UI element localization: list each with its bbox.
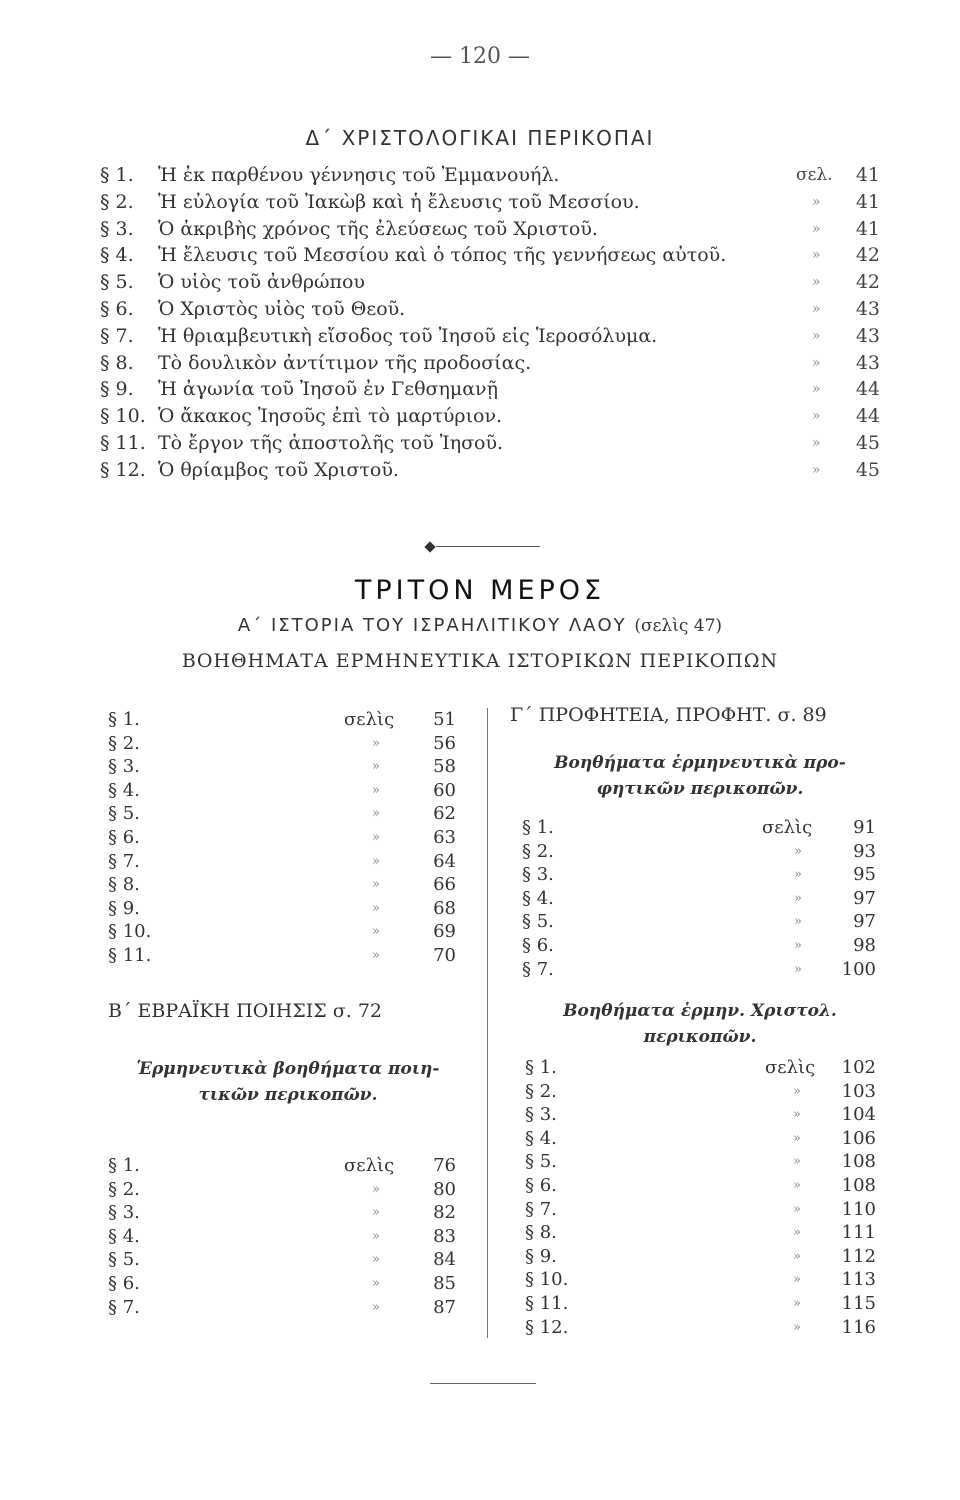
section-mark: § 1.	[100, 164, 134, 186]
section-mark: § 9.	[525, 1245, 557, 1267]
page-number-ref: 91	[853, 817, 876, 838]
section-mark: § 5.	[525, 1151, 557, 1173]
list-item	[525, 1103, 876, 1127]
list-item	[108, 897, 456, 921]
page-prefix: σελὶς	[762, 817, 813, 838]
list-item	[108, 850, 456, 874]
page-number-ref: 60	[433, 779, 456, 801]
page-prefix: σελὶς	[765, 1057, 816, 1078]
section-mark: § 5.	[108, 803, 140, 825]
page-prefix: »	[372, 782, 380, 798]
list-item	[525, 1150, 876, 1174]
page-prefix: »	[812, 461, 821, 478]
toc-entry-text: Ὁ θρίαμβος τοῦ Χριστοῦ.	[158, 458, 399, 481]
page-number-ref: 82	[433, 1202, 456, 1224]
page-number-ref: 100	[841, 958, 876, 980]
list-item	[108, 873, 456, 897]
page-prefix: »	[372, 759, 380, 775]
section-mark: § 9.	[100, 378, 134, 401]
section-mark: § 7.	[525, 1198, 557, 1220]
section-mark: § 2.	[108, 1178, 140, 1200]
prophecy-aids-line1: Βοηθήματα ἑρμηνευτικὰ προ-	[554, 753, 846, 773]
section-mark: § 6.	[108, 826, 140, 848]
section-mark: § 11.	[100, 431, 146, 454]
section-mark: § 2.	[108, 732, 140, 754]
page-number-ref: 112	[841, 1245, 876, 1267]
page-prefix: σελὶς	[344, 709, 395, 730]
section-mark: § 6.	[525, 1174, 557, 1196]
list-item	[108, 779, 456, 803]
toc-entry-text: Ἡ θριαμβευτικὴ εἴσοδος τοῦ Ἰησοῦ εἰς Ἱεροσόλυμα.	[158, 324, 658, 347]
toc-entry-text: Ἡ ἀγωνία τοῦ Ἰησοῦ ἐν Γεθσημανῇ	[158, 378, 498, 401]
list-item	[108, 1225, 456, 1249]
page-prefix: »	[812, 247, 821, 264]
page-number-ref: 42	[855, 244, 880, 267]
section-mark: § 11.	[525, 1292, 569, 1314]
poetry-heading: Β΄ ΕΒΡΑΪΚΗ ΠΟΙΗΣΙΣ σ. 72	[108, 1000, 383, 1022]
toc-entry	[100, 216, 880, 243]
section-mark: § 6.	[100, 297, 134, 320]
page-prefix: »	[812, 434, 821, 451]
page-number-ref: 62	[433, 803, 456, 825]
page-prefix: »	[793, 1248, 801, 1264]
page-number-ref: 41	[855, 190, 880, 213]
section-mark: § 9.	[108, 897, 140, 919]
list-item	[522, 887, 876, 911]
page-prefix: »	[794, 867, 802, 883]
prophecy-pages-list	[522, 816, 876, 981]
list-item	[108, 755, 456, 779]
list-item	[108, 944, 456, 968]
page-number-ref: 76	[433, 1155, 456, 1176]
page-number-ref: 43	[855, 351, 880, 374]
page-prefix: »	[372, 900, 380, 916]
part-subtitle	[0, 615, 960, 636]
toc-entry-text: Ἡ ἐκ παρθένου γέννησις τοῦ Ἐμμανουήλ.	[158, 164, 560, 186]
poetry-aids-title	[108, 1056, 468, 1108]
page-number-ref: 58	[433, 756, 456, 778]
page-number-ref: 42	[855, 271, 880, 294]
section-mark: § 2.	[525, 1080, 557, 1102]
page-prefix: »	[372, 1252, 380, 1268]
part-title: ΤΡΙΤΟΝ ΜΕΡΟΣ	[354, 575, 606, 606]
page-number-ref: 97	[853, 887, 876, 909]
page-prefix: »	[794, 890, 802, 906]
list-item	[522, 934, 876, 958]
section-mark: § 2.	[522, 840, 554, 862]
toc-entry-text: Ὁ ἄκακος Ἰησοῦς ἐπὶ τὸ μαρτύριον.	[158, 405, 503, 428]
prophecy-aids-title	[510, 750, 890, 802]
section-mark: § 8.	[525, 1222, 557, 1244]
section-mark: § 11.	[108, 944, 152, 966]
page-number-ref: 110	[841, 1198, 876, 1220]
section-mark: § 10.	[100, 405, 146, 428]
toc-entry	[100, 296, 880, 323]
list-item	[525, 1245, 876, 1269]
historical-aids-heading: ΒΟΗΘΗΜΑΤΑ ΕΡΜΗΝΕΥΤΙΚΑ ΙΣΤΟΡΙΚΩΝ ΠΕΡΙΚΟΠΩΝ	[181, 650, 779, 672]
prophecy-heading: Γ΄ ΠΡΟΦΗΤΕΙΑ, ΠΡΟΦΗΤ. σ. 89	[510, 704, 827, 726]
toc-entry-text: Ἡ ἔλευσις τοῦ Μεσσίου καὶ ὁ τόπος τῆς γεννήσεως αὐτοῦ.	[158, 244, 727, 267]
page-number-ref: 108	[841, 1174, 876, 1196]
poetry-pages-list	[108, 1154, 456, 1319]
toc-entry-text: Ὁ ἀκριβὴς χρόνος τῆς ἐλεύσεως τοῦ Χριστοῦ.	[158, 217, 598, 240]
section-mark: § 2.	[100, 190, 134, 213]
section-mark: § 4.	[522, 887, 554, 909]
section-mark: § 6.	[522, 934, 554, 956]
section-mark: § 3.	[525, 1104, 557, 1126]
page-prefix: »	[793, 1319, 801, 1335]
list-item	[108, 826, 456, 850]
section-mark: § 7.	[108, 850, 140, 872]
page-number-ref: 44	[855, 378, 880, 401]
section-mark: § 3.	[522, 864, 554, 886]
list-item	[108, 802, 456, 826]
section-mark: § 5.	[100, 271, 134, 294]
page-prefix: »	[372, 877, 380, 893]
fleuron-ornament	[424, 541, 435, 552]
page-prefix: »	[372, 735, 380, 751]
page-number-ref: 113	[841, 1269, 876, 1291]
section-mark: § 8.	[100, 351, 134, 374]
section-mark: § 12.	[525, 1316, 569, 1338]
list-item	[525, 1174, 876, 1198]
page-prefix: σελ.	[796, 165, 833, 185]
section-mark: § 7.	[108, 1296, 140, 1318]
section-mark: § 4.	[108, 1225, 140, 1247]
list-item	[522, 910, 876, 934]
page-number-ref: 63	[433, 826, 456, 848]
page-number: — 120 —	[430, 44, 530, 69]
page-prefix: »	[372, 1228, 380, 1244]
page-prefix: »	[812, 381, 821, 398]
page-prefix: σελὶς	[344, 1155, 395, 1176]
page-number-ref: 69	[433, 921, 456, 943]
bottom-divider	[430, 1383, 536, 1384]
toc-entry	[100, 162, 880, 189]
page-number-ref: 93	[853, 840, 876, 862]
section-mark: § 7.	[522, 958, 554, 980]
poetry-aids-line1: Ἑρμηνευτικὰ βοηθήματα ποιη-	[136, 1059, 440, 1079]
part-subtitle-text: Α΄ ΙΣΤΟΡΙΑ ΤΟΥ ΙΣΡΑΗΛΙΤΙΚΟΥ ΛΑΟΥ	[237, 615, 627, 636]
page-number-ref: 80	[433, 1178, 456, 1200]
page-number-ref: 106	[841, 1127, 876, 1149]
page-prefix: »	[812, 193, 821, 210]
page-number-ref: 41	[855, 164, 880, 186]
section-divider	[436, 546, 540, 547]
page-prefix: »	[812, 408, 821, 425]
page-prefix: »	[794, 937, 802, 953]
page-prefix: »	[793, 1154, 801, 1170]
list-item	[108, 1154, 456, 1178]
section-mark: § 5.	[108, 1249, 140, 1271]
toc-entry-text: Ἡ εὐλογία τοῦ Ἰακὼβ καὶ ἡ ἔλευσις τοῦ Μεσσίου.	[158, 190, 640, 213]
page-number-ref: 111	[841, 1222, 876, 1244]
page-prefix: »	[794, 914, 802, 930]
page-prefix: »	[794, 961, 802, 977]
section-mark: § 1.	[522, 817, 554, 838]
page-number-ref: 85	[433, 1272, 456, 1294]
list-item	[108, 1248, 456, 1272]
christology-aids-title	[510, 998, 890, 1050]
section-mark: § 4.	[100, 244, 134, 267]
page-number-ref: 68	[433, 897, 456, 919]
christological-section-title: Δ΄ ΧΡΙΣΤΟΛΟΓΙΚΑΙ ΠΕΡΙΚΟΠΑΙ	[305, 126, 655, 150]
section-mark: § 3.	[100, 217, 134, 240]
page-number-ref: 66	[433, 874, 456, 896]
page-number-ref: 102	[841, 1057, 876, 1078]
page-prefix: »	[793, 1130, 801, 1146]
toc-entry	[100, 350, 880, 377]
list-item	[525, 1127, 876, 1151]
christology-pages-list	[525, 1056, 876, 1339]
page-number-ref: 84	[433, 1249, 456, 1271]
page-prefix: »	[372, 806, 380, 822]
list-item	[525, 1080, 876, 1104]
page-number-ref: 44	[855, 405, 880, 428]
page-number-ref: 116	[841, 1316, 876, 1338]
page-number-ref: 83	[433, 1225, 456, 1247]
list-item	[522, 863, 876, 887]
section-mark: § 3.	[108, 756, 140, 778]
page-prefix: »	[793, 1272, 801, 1288]
section-mark: § 1.	[525, 1057, 557, 1078]
page-prefix: »	[793, 1177, 801, 1193]
toc-entry	[100, 376, 880, 403]
list-item	[522, 840, 876, 864]
list-item	[525, 1221, 876, 1245]
list-item	[108, 732, 456, 756]
christological-toc-list	[100, 162, 880, 484]
section-mark: § 8.	[108, 874, 140, 896]
column-separator	[487, 708, 488, 1338]
poetry-aids-line2: τικῶν περικοπῶν.	[198, 1085, 378, 1105]
toc-entry	[100, 189, 880, 216]
page-number-ref: 103	[841, 1080, 876, 1102]
part-subtitle-page: (σελὶς 47)	[634, 616, 723, 636]
list-item	[108, 1201, 456, 1225]
page-prefix: »	[372, 853, 380, 869]
page-number-ref: 43	[855, 297, 880, 320]
toc-entry-text: Τὸ ἔργον τῆς ἀποστολῆς τοῦ Ἰησοῦ.	[158, 431, 504, 454]
page-number-ref: 56	[433, 732, 456, 754]
list-item	[108, 920, 456, 944]
toc-entry-text: Τὸ δουλικὸν ἀντίτιμον τῆς προδοσίας.	[158, 351, 532, 374]
christology-aids-line1: Βοηθήματα ἑρμην. Χριστολ.	[563, 1001, 837, 1021]
list-item	[108, 708, 456, 732]
christology-aids-line2: περικοπῶν.	[643, 1027, 757, 1047]
section-mark: § 5.	[522, 911, 554, 933]
toc-entry	[100, 403, 880, 430]
page-prefix: »	[812, 300, 821, 317]
prophecy-aids-line2: φητικῶν περικοπῶν.	[596, 779, 804, 799]
page-number-ref: 45	[855, 431, 880, 454]
page-prefix: »	[793, 1295, 801, 1311]
list-item	[525, 1268, 876, 1292]
list-item	[522, 958, 876, 982]
toc-entry	[100, 430, 880, 457]
section-mark: § 10.	[525, 1269, 569, 1291]
page-prefix: »	[812, 327, 821, 344]
section-mark: § 1.	[108, 1155, 140, 1176]
history-pages-list	[108, 708, 456, 968]
page-number-ref: 104	[841, 1104, 876, 1126]
section-mark: § 10.	[108, 921, 152, 943]
toc-entry	[100, 242, 880, 269]
page-number-ref: 51	[433, 709, 456, 730]
page-prefix: »	[793, 1201, 801, 1217]
page-prefix: »	[372, 1299, 380, 1315]
page-number-ref: 97	[853, 911, 876, 933]
page-number-ref: 41	[855, 217, 880, 240]
page-number-ref: 115	[841, 1292, 876, 1314]
toc-entry-text: Ὁ υἱὸς τοῦ ἀνθρώπου	[158, 271, 365, 294]
section-mark: § 12.	[100, 458, 146, 481]
section-mark: § 7.	[100, 324, 134, 347]
page-prefix: »	[372, 1275, 380, 1291]
page-prefix: »	[372, 829, 380, 845]
page-prefix: »	[793, 1107, 801, 1123]
list-item	[108, 1178, 456, 1202]
page-prefix: »	[372, 924, 380, 940]
page-prefix: »	[372, 1205, 380, 1221]
list-item	[525, 1316, 876, 1340]
page-prefix: »	[793, 1225, 801, 1241]
toc-entry	[100, 323, 880, 350]
page-number-ref: 64	[433, 850, 456, 872]
page-number-ref: 70	[433, 944, 456, 966]
section-mark: § 6.	[108, 1272, 140, 1294]
page-number-ref: 108	[841, 1151, 876, 1173]
list-item	[108, 1272, 456, 1296]
page-prefix: »	[372, 947, 380, 963]
page-prefix: »	[812, 220, 821, 237]
page-number-ref: 45	[855, 458, 880, 481]
page-prefix: »	[794, 843, 802, 859]
page-number-ref: 98	[853, 934, 876, 956]
page-number-ref: 95	[853, 864, 876, 886]
page-prefix: »	[812, 354, 821, 371]
section-mark: § 4.	[108, 779, 140, 801]
section-mark: § 3.	[108, 1202, 140, 1224]
list-item	[525, 1198, 876, 1222]
page-number-ref: 43	[855, 324, 880, 347]
toc-entry-text: Ὁ Χριστὸς υἱὸς τοῦ Θεοῦ.	[158, 297, 406, 320]
page-prefix: »	[372, 1181, 380, 1197]
section-mark: § 1.	[108, 709, 140, 730]
list-item	[522, 816, 876, 840]
page-prefix: »	[812, 274, 821, 291]
toc-entry	[100, 457, 880, 484]
list-item	[525, 1292, 876, 1316]
toc-entry	[100, 269, 880, 296]
section-mark: § 4.	[525, 1127, 557, 1149]
page-number-ref: 87	[433, 1296, 456, 1318]
list-item	[525, 1056, 876, 1080]
page-prefix: »	[793, 1083, 801, 1099]
list-item	[108, 1296, 456, 1320]
